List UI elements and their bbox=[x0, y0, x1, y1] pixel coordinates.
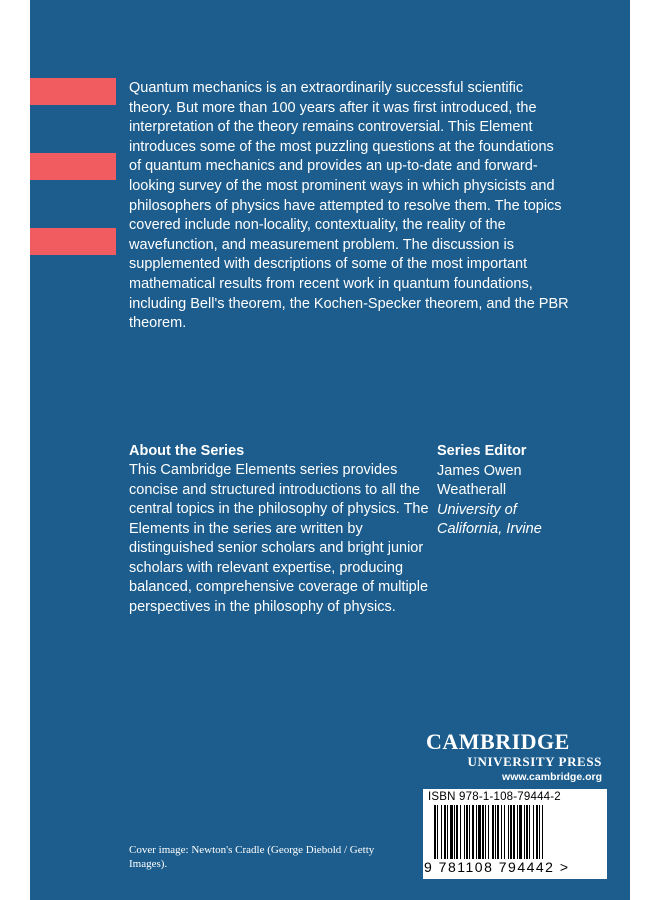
about-series-text: This Cambridge Elements series provides concise and structured introductions to all the central topics in the philosophy of physics. The Elements in the series are written by distinguished senior scholars and bright junior scholars with relevant expertise, producing balanced, comprehensive coverage of multiple perspectives in the philosophy of physics. bbox=[129, 462, 429, 615]
series-editor-section bbox=[437, 442, 607, 540]
accent-bar-top bbox=[30, 78, 116, 105]
publisher-url: www.cambridge.org bbox=[502, 771, 602, 783]
barcode-bars bbox=[430, 805, 600, 861]
publisher-logo bbox=[426, 730, 604, 784]
editor-affiliation-line2: California, Irvine bbox=[437, 521, 542, 537]
accent-bar-middle bbox=[30, 153, 116, 180]
series-editor-heading: Series Editor bbox=[437, 443, 527, 459]
about-series-section bbox=[129, 442, 429, 617]
editor-affiliation-line1: University of bbox=[437, 501, 517, 518]
editor-name-line1: James Owen bbox=[437, 462, 522, 479]
about-series-heading: About the Series bbox=[129, 443, 245, 459]
cover-image-credit: Cover image: Newton's Cradle (George Diebold / Getty Images). bbox=[129, 844, 375, 870]
publisher-subtitle: UNIVERSITY PRESS bbox=[467, 754, 602, 769]
accent-bar-bottom bbox=[30, 228, 116, 255]
isbn-barcode bbox=[423, 789, 607, 879]
back-cover bbox=[30, 0, 630, 900]
isbn-number: ISBN 978-1-108-79444-2 bbox=[428, 791, 561, 803]
book-blurb: Quantum mechanics is an extraordinarily successful scientific theory. But more than 100 years after it was first introduced, the interpretation of the theory remains controversial. This Element introduces some of the most puzzling questions at the foundations of quantum mechanics and provides an up-to-date and forward-looking survey of the most prominent ways in which physicists and philosophers of physics have attempted to resolve them. The topics covered include non-locality, contextuality, the reality of the wavefunction, and measurement problem. The discussion is supplemented with descriptions of some of the most important mathematical results from recent work in quantum foundations, including Bell's theorem, the Kochen-Specker theorem, and the PBR theorem. bbox=[129, 80, 569, 332]
editor-name-line2: Weatherall bbox=[437, 482, 507, 498]
barcode-digits: 9 781108 794442 > bbox=[424, 859, 570, 875]
publisher-name: CAMBRIDGE bbox=[426, 729, 570, 754]
